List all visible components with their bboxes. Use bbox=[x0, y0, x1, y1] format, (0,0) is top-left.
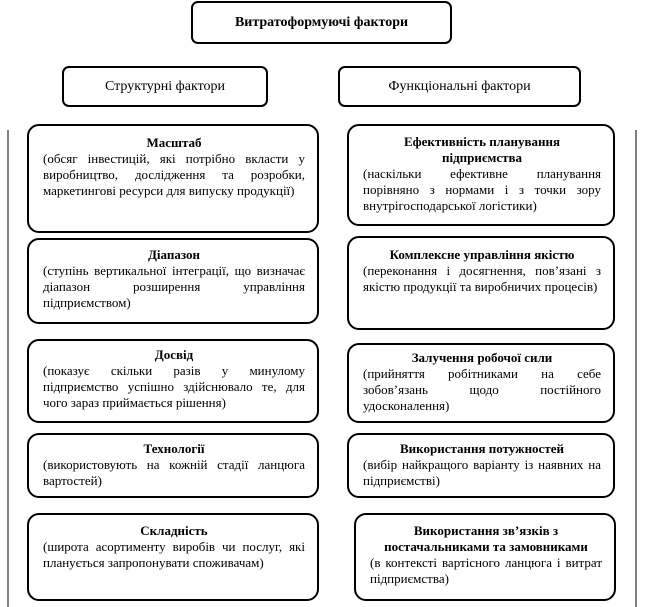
factor-title: Використання потужностей bbox=[400, 441, 564, 456]
factor-card-capacity-utilization bbox=[347, 433, 615, 498]
functional-category-box bbox=[338, 66, 581, 107]
factor-title: Масштаб bbox=[146, 135, 202, 150]
factor-description: (в контексті вартісного ланцюга і витрат підприємства) bbox=[370, 555, 602, 586]
factor-description: (прийняття робітниками на себе зобов’язань щодо постійного удосконалення) bbox=[363, 366, 601, 413]
factor-card-range bbox=[27, 238, 319, 324]
functional-category-label: Функціональні фактори bbox=[388, 78, 531, 94]
factor-card-complexity bbox=[27, 513, 319, 601]
factor-title: Технології bbox=[143, 441, 205, 456]
factor-description: (використовують на кожній стадії ланцюга вартостей) bbox=[43, 457, 305, 488]
factor-title: Комплексне управління якістю bbox=[389, 247, 575, 262]
factor-description: (ступінь вертикальної інтеграції, що визначає діапазон розширення управління підприємством) bbox=[43, 263, 305, 310]
factor-title: Складність bbox=[140, 523, 208, 538]
factor-card-quality-management bbox=[347, 236, 615, 330]
factor-title: Залучення робочої сили bbox=[411, 350, 553, 365]
structural-category-box bbox=[62, 66, 268, 107]
factor-title: Діапазон bbox=[147, 247, 200, 262]
factor-card-planning-efficiency bbox=[347, 124, 615, 226]
factor-description: (широта асортименту виробів чи послуг, які планується запропонувати споживачам) bbox=[43, 539, 305, 570]
factor-card-technology bbox=[27, 433, 319, 498]
factor-card-supplier-links bbox=[354, 513, 616, 601]
factor-description: (показує скільки разів у минулому підприємство успішно здійснювало те, для чого зараз приймається рішення) bbox=[43, 363, 305, 410]
structural-category-label: Структурні фактори bbox=[104, 78, 226, 94]
factor-description: (вибір найкращого варіанту із наявних на підприємстві) bbox=[363, 457, 601, 488]
factor-card-scale bbox=[27, 124, 319, 233]
factor-card-workforce-involvement bbox=[347, 343, 615, 423]
factor-title: Використання зв’язків з постачальниками та замовниками bbox=[384, 523, 588, 554]
factor-description: (обсяг інвестицій, які потрібно вкласти у виробництво, дослідження та розробки, маркетингові ресурси для випуску продукції) bbox=[43, 151, 305, 198]
factor-description: (переконання і досягнення, пов’язані з якістю продукції та виробничих процесів) bbox=[363, 263, 601, 294]
factor-description: (наскільки ефективне планування порівняно з нормами і з точки зору внутрігосподарської логістики) bbox=[363, 166, 601, 213]
factor-title: Досвід bbox=[154, 347, 194, 362]
root-title: Витратоформуючі фактори bbox=[234, 14, 409, 30]
root-title-box bbox=[191, 1, 452, 44]
factor-title: Ефективність планування підприємства bbox=[403, 134, 560, 165]
factor-card-experience bbox=[27, 339, 319, 423]
